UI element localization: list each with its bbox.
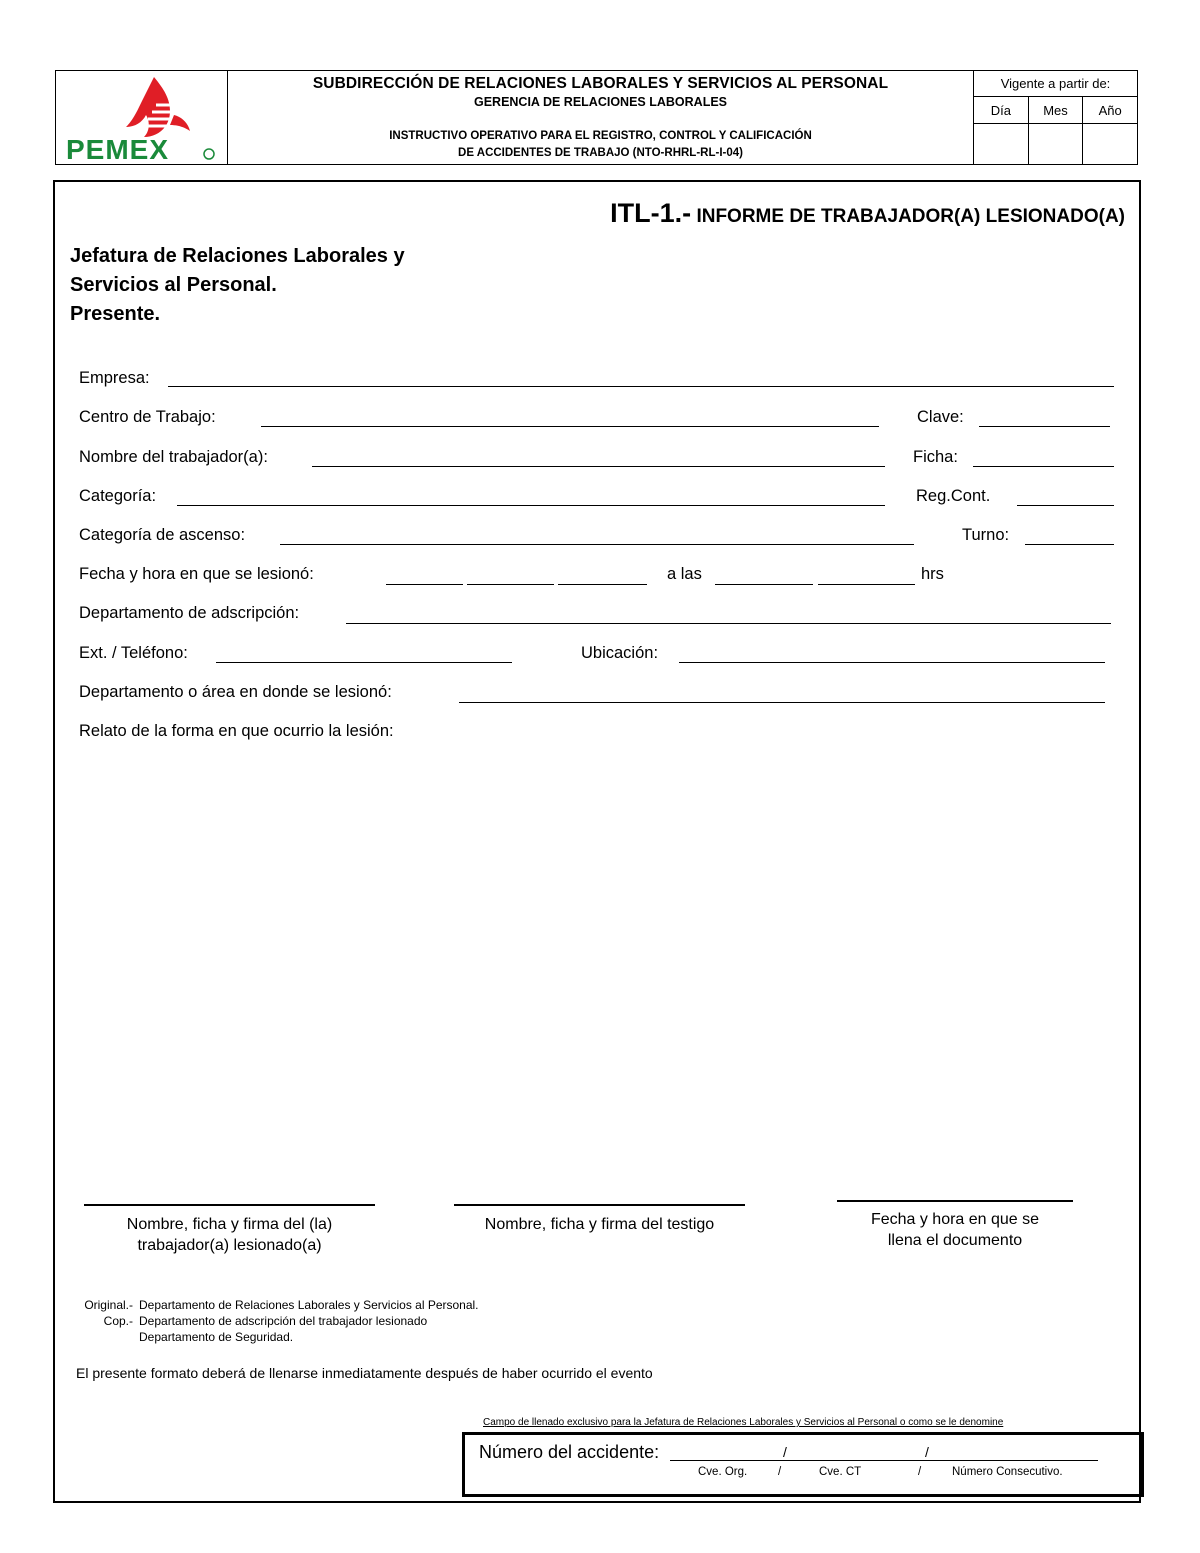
mes-field[interactable] — [1029, 124, 1084, 164]
departamento-field[interactable] — [346, 623, 1111, 624]
fecha-llenado-label-2: llena el documento — [887, 1232, 1023, 1249]
anio-field[interactable] — [1083, 124, 1137, 164]
accident-number-label: Número del accidente: — [479, 1442, 660, 1462]
fecha-label: Fecha y hora en que se lesionó: — [79, 565, 314, 583]
turno-field[interactable] — [1025, 544, 1114, 545]
fecha-anio-field[interactable] — [558, 584, 647, 585]
vigencia-value-row — [974, 124, 1137, 164]
minutos-field[interactable] — [818, 584, 915, 585]
subdireccion-title: SUBDIRECCIÓN DE RELACIONES LABORALES Y SERVICIOS AL PERSONAL — [312, 75, 889, 92]
fill-notice: El presente formato deberá de llenarse inmediatamente después de haber ocurrido el evento — [76, 1365, 653, 1381]
original-value: Departamento de Relaciones Laborales y Servicios al Personal. — [139, 1298, 479, 1312]
copia-value-1: Departamento de adscripción del trabajador lesionado — [139, 1314, 428, 1328]
ext-field[interactable] — [216, 662, 512, 663]
clave-field[interactable] — [979, 426, 1110, 427]
fecha-mes-field[interactable] — [467, 584, 554, 585]
ubicacion-label: Ubicación: — [581, 644, 659, 662]
lesionado-label-2: trabajador(a) lesionado(a) — [137, 1237, 322, 1254]
testigo-signature-label: Nombre, ficha y firma del testigo — [484, 1216, 715, 1233]
nombre-label: Nombre del trabajador(a): — [79, 448, 268, 466]
testigo-signature-line[interactable] — [454, 1204, 745, 1206]
anio-label: Año — [1098, 103, 1122, 118]
form-title-text: INFORME DE TRABAJADOR(A) LESIONADO(A) — [691, 206, 1125, 227]
empresa-label: Empresa: — [79, 369, 150, 387]
categoria-field[interactable] — [177, 505, 885, 506]
area-label: Departamento o área en donde se lesionó: — [79, 683, 392, 701]
address-line-1: Jefatura de Relaciones Laborales y — [70, 245, 405, 267]
relato-field[interactable] — [79, 747, 1114, 1187]
ascenso-label: Categoría de ascenso: — [79, 526, 246, 544]
area-field[interactable] — [459, 702, 1105, 703]
accident-number-box — [462, 1432, 1144, 1497]
gerencia-title: GERENCIA DE RELACIONES LABORALES — [473, 95, 728, 109]
exclusive-field-note: Campo de llenado exclusivo para la Jefatura de Relaciones Laborales y Servicios al Personal o como se le denomine — [483, 1417, 1004, 1428]
fecha-llenado-label — [837, 1209, 1073, 1251]
dia-field[interactable] — [974, 124, 1029, 164]
slash-2: / — [925, 1444, 929, 1460]
form-title — [610, 198, 1125, 229]
categoria-label: Categoría: — [79, 487, 157, 505]
lesionado-label-1: Nombre, ficha y firma del (la) — [126, 1216, 333, 1233]
mes-label: Mes — [1029, 97, 1084, 123]
turno-label: Turno: — [962, 526, 1010, 544]
header-titles — [228, 71, 973, 164]
cve-org-label: Cve. Org. — [698, 1466, 748, 1478]
dia-label: Día — [974, 97, 1029, 123]
ficha-field[interactable] — [973, 466, 1114, 467]
vigencia-table — [973, 71, 1137, 164]
slash-4: / — [918, 1466, 922, 1478]
ext-label: Ext. / Teléfono: — [79, 644, 188, 662]
logo-cell — [56, 71, 228, 164]
address-line-2: Servicios al Personal. — [70, 274, 277, 296]
relato-label: Relato de la forma en que ocurrio la lesión: — [79, 722, 394, 740]
document-header — [55, 70, 1138, 165]
regcont-field[interactable] — [1017, 505, 1114, 506]
empresa-field[interactable] — [168, 386, 1114, 387]
lesionado-signature-label — [84, 1214, 375, 1256]
vigente-label: Vigente a partir de: — [974, 71, 1137, 97]
vigencia-header-row — [974, 97, 1137, 124]
form-code: ITL-1.- — [610, 198, 692, 228]
regcont-label: Reg.Cont. — [916, 487, 991, 505]
ficha-label: Ficha: — [913, 448, 958, 466]
copia-key: Cop.- — [103, 1314, 133, 1328]
ascenso-field[interactable] — [280, 544, 914, 545]
centro-field[interactable] — [261, 426, 879, 427]
hrs-label: hrs — [921, 565, 944, 583]
slash-3: / — [778, 1466, 782, 1478]
departamento-label: Departamento de adscripción: — [79, 604, 300, 622]
instructivo-title: INSTRUCTIVO OPERATIVO PARA EL REGISTRO, CONTROL Y CALIFICACIÓN — [389, 130, 812, 142]
fecha-llenado-line[interactable] — [837, 1200, 1073, 1202]
fecha-llenado-label-1: Fecha y hora en que se — [870, 1211, 1040, 1228]
accident-number-field[interactable] — [670, 1460, 1098, 1461]
svg-text:PEMEX: PEMEX — [66, 135, 170, 163]
form-frame — [53, 180, 1141, 1503]
lesionado-signature-line[interactable] — [84, 1204, 375, 1206]
pemex-wordmark — [66, 135, 216, 163]
fecha-dia-field[interactable] — [386, 584, 463, 585]
copia-value-2: Departamento de Seguridad. — [139, 1330, 294, 1344]
numero-consecutivo-label: Número Consecutivo. — [952, 1466, 1063, 1478]
distribution-notes — [77, 1297, 479, 1345]
nombre-field[interactable] — [312, 466, 885, 467]
address-line-3: Presente. — [70, 303, 161, 325]
slash-1: / — [783, 1444, 787, 1460]
original-key: Original.- — [84, 1298, 133, 1312]
alas-label: a las — [667, 565, 702, 583]
cve-ct-label: Cve. CT — [819, 1466, 862, 1478]
ubicacion-field[interactable] — [679, 662, 1105, 663]
clave-label: Clave: — [917, 408, 964, 426]
instructivo-code: DE ACCIDENTES DE TRABAJO (NTO-RHRL-RL-I-04) — [458, 147, 743, 159]
addressee — [70, 242, 405, 329]
centro-label: Centro de Trabajo: — [79, 408, 216, 426]
hora-field[interactable] — [715, 584, 813, 585]
